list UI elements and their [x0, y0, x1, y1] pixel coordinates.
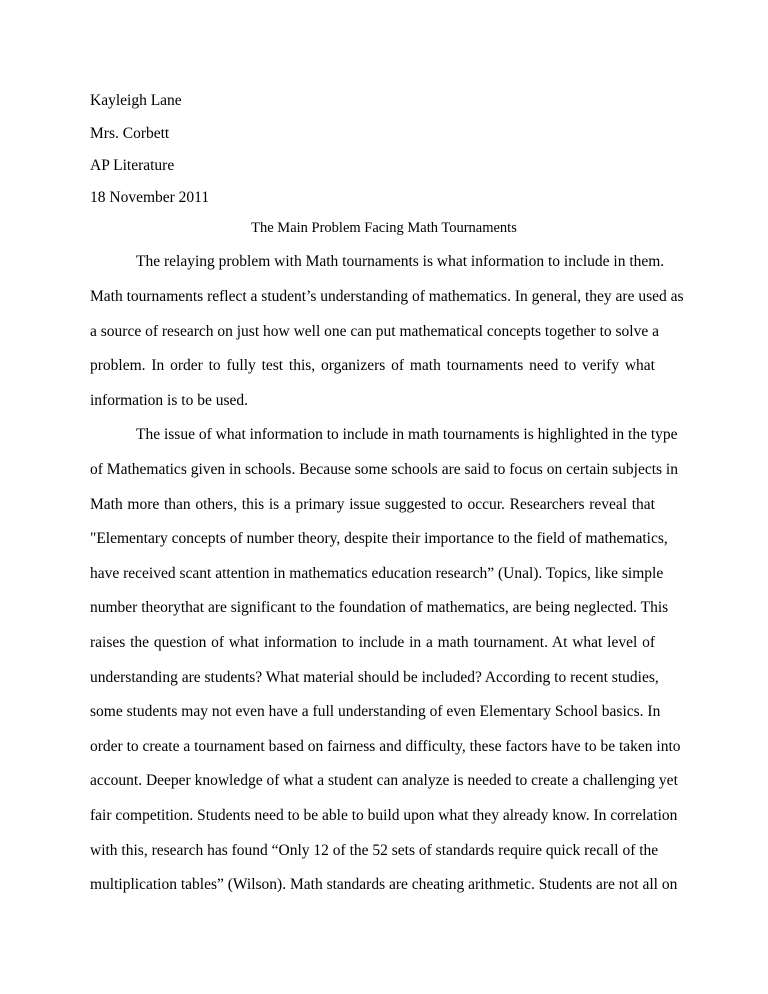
paragraph-line: have received scant attention in mathematics education research” (Unal). Topics, like simple: [90, 565, 664, 582]
instructor-name: Mrs. Corbett: [90, 125, 170, 142]
paragraph-line: The issue of what information to include in math tournaments is highlighted in the type: [136, 426, 678, 443]
paragraph-line: some students may not even have a full understanding of even Elementary School basics. In: [90, 703, 661, 720]
paragraph-line: multiplication tables” (Wilson). Math standards are cheating arithmetic. Students are not all on: [90, 876, 678, 893]
paragraph-line: of Mathematics given in schools. Because some schools are said to focus on certain subjects in: [90, 461, 678, 478]
course-name: AP Literature: [90, 157, 175, 174]
paragraph-line: number theorythat are significant to the foundation of mathematics, are being neglected. This: [90, 599, 669, 616]
paragraph-line: problem. In order to fully test this, organizers of math tournaments need to verify what: [90, 357, 655, 374]
paragraph-line: with this, research has found “Only 12 of the 52 sets of standards require quick recall of the: [90, 842, 659, 859]
paragraph-line: order to create a tournament based on fairness and difficulty, these factors have to be taken into: [90, 738, 681, 755]
paragraph-line: a source of research on just how well one can put mathematical concepts together to solve a: [90, 323, 659, 340]
paragraph-line: information is to be used.: [90, 392, 248, 409]
paragraph-line: The relaying problem with Math tournaments is what information to include in them.: [136, 253, 665, 270]
essay-title: The Main Problem Facing Math Tournaments: [251, 220, 517, 236]
paragraph-line: understanding are students? What material should be included? According to recent studies,: [90, 669, 659, 686]
paragraph-line: "Elementary concepts of number theory, despite their importance to the field of mathematics,: [90, 530, 668, 547]
paragraph-line: account. Deeper knowledge of what a student can analyze is needed to create a challenging yet: [90, 772, 678, 789]
author-name: Kayleigh Lane: [90, 92, 182, 109]
essay-date: 18 November 2011: [90, 189, 210, 206]
paragraph-line: Math more than others, this is a primary issue suggested to occur. Researchers reveal that: [90, 496, 655, 513]
paragraph-line: fair competition. Students need to be able to build upon what they already know. In correlation: [90, 807, 678, 824]
paragraph-line: raises the question of what information to include in a math tournament. At what level of: [90, 634, 655, 651]
paragraph-line: Math tournaments reflect a student’s understanding of mathematics. In general, they are used as: [90, 288, 684, 305]
